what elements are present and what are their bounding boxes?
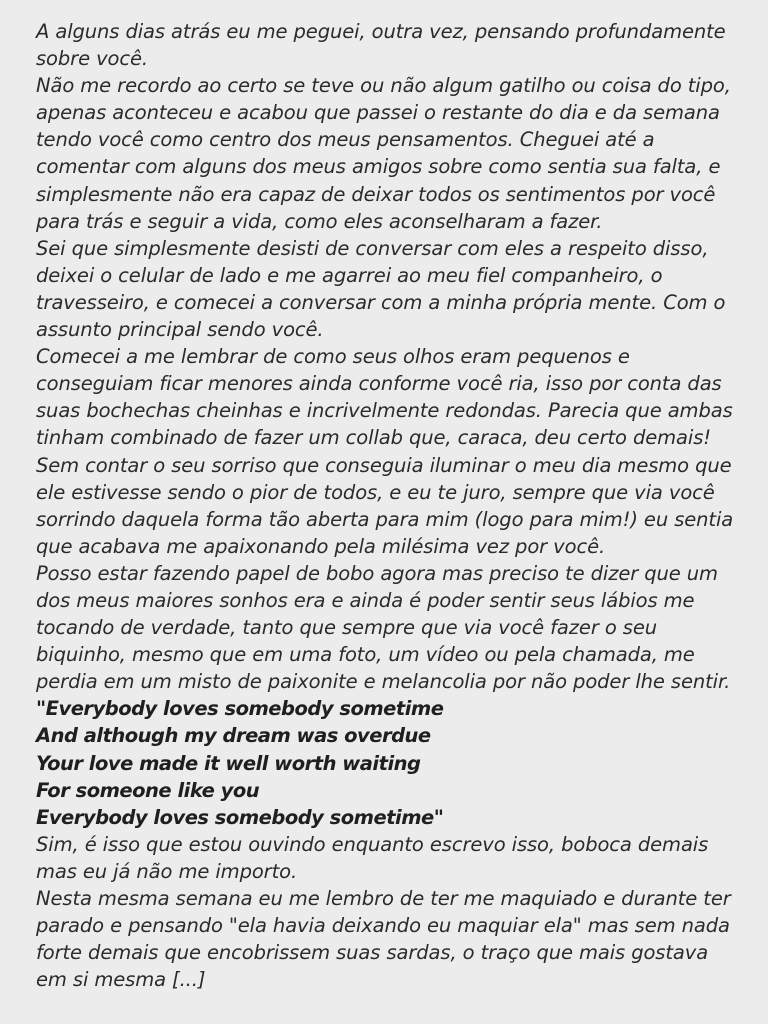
- paragraph-thoughts: Não me recordo ao certo se teve ou não algum gatilho ou coisa do tipo, apenas aconteceu e acabou que passei o restante do dia e da semana tendo você como centro dos meus pensamentos. Cheguei até a comentar com alguns dos meus amigos sobre como sentia sua falta, e simplesmente não era capaz de deixar todos os sentimentos por você para trás e seguir a vida, como eles aconselharam a fazer.: [36, 74, 731, 233]
- paragraph-smile: Sem contar o seu sorriso que conseguia iluminar o meu dia mesmo que ele estivesse sendo o pior de todos, e eu te juro, sempre que via você sorrindo daquela forma tão aberta para mim (logo para mim!) eu sentia que acabava me apaixonando pela milésima vez por você.: [36, 453, 734, 558]
- paragraph-opening: A alguns dias atrás eu me peguei, outra vez, pensando profundamente sobre você.: [36, 20, 726, 71]
- lyric-line: Your love made it well worth waiting: [36, 751, 421, 775]
- lyric-line: Everybody loves somebody sometime": [36, 805, 444, 829]
- paragraph-pillow: Sei que simplesmente desisti de conversar com eles a respeito disso, deixei o celular de lado e me agarrei ao meu fiel companheiro, o travesseiro, e comecei a conversar com a minha própria mente. Com o assunto principal sendo você.: [36, 236, 726, 342]
- lyric-line: And although my dream was overdue: [36, 724, 431, 748]
- lyric-line: For someone like you: [36, 778, 260, 802]
- paragraph-listening: Sim, é isso que estou ouvindo enquanto escrevo isso, boboca demais mas eu já não me importo.: [36, 832, 709, 883]
- paragraph-makeup: Nesta mesma semana eu me lembro de ter me maquiado e durante ter parado e pensando "ela havia deixando eu maquiar ela" mas sem nada forte demais que encobrissem suas sardas, o traço que mais gostava em si mesma [...]: [36, 887, 731, 992]
- lyric-line: "Everybody loves somebody sometime: [36, 697, 444, 721]
- paragraph-eyes: Comecei a me lembrar de como seus olhos eram pequenos e conseguiam ficar menores ainda conforme você ria, isso por conta das suas bochechas cheinhas e incrivelmente redondas. Parecia que ambas tinham combinado de fazer um collab que, caraca, deu certo demais!: [36, 345, 733, 450]
- paragraph-lips: Posso estar fazendo papel de bobo agora mas preciso te dizer que um dos meus maiores sonhos era e ainda é poder sentir seus lábios me tocando de verdade, tanto que sempre que via você fazer o seu biquinho, mesmo que em uma foto, um vídeo ou pela chamada, me perdia em um misto de paixonite e melancolia por não poder lhe sentir.: [36, 561, 731, 694]
